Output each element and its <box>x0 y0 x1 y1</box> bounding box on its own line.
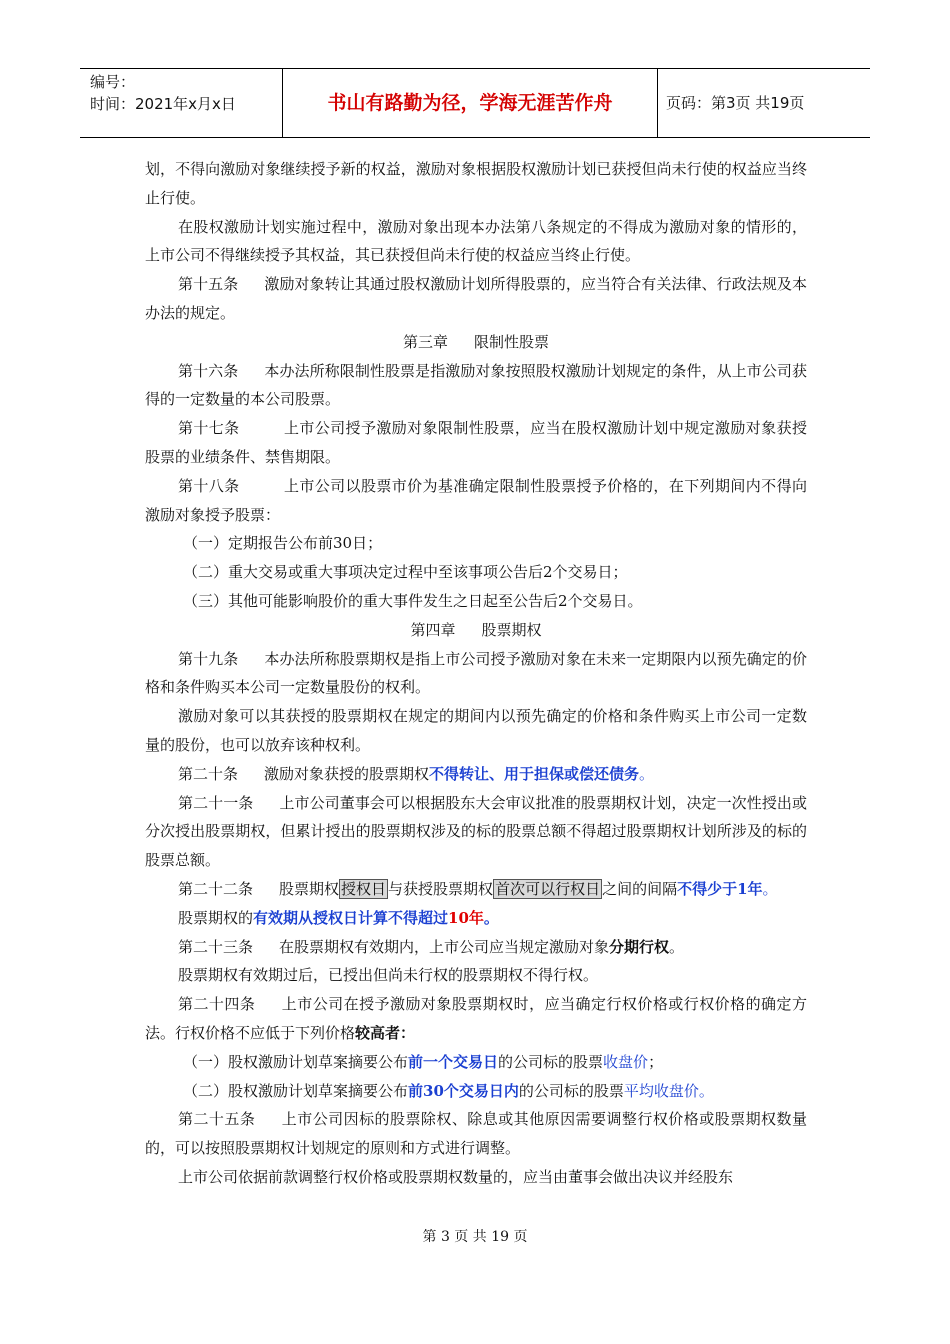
article-22: 第二十二条 股票期权 授权日 与获授股票期权 首次可以行权日 之间的间隔不得少于1年。 <box>178 879 778 898</box>
chapter-4-heading: 第四章 股票期权 <box>410 620 542 639</box>
list-item: （二）股权激励计划草案摘要公布前30个交易日内的公司标的股票平均收盘价。 <box>183 1081 714 1100</box>
article-number: 第十八条 <box>178 476 240 495</box>
header-page-info: 页码：第3页 共19页 <box>666 94 805 112</box>
article-number: 第二十一条 <box>178 793 254 812</box>
paragraph: 在股权激励计划实施过程中，激励对象出现本办法第八条规定的不得成为激励对象的情形的，上市公司不得继续授予其权益，其已获授但尚未行使的权益应当终止行使。 <box>145 217 807 265</box>
article-16: 第十六条 本办法所称限制性股票是指激励对象按照股权激励计划规定的条件，从上市公司获得的一定数量的本公司股票。 <box>145 361 807 409</box>
paragraph: 股票期权有效期过后，已授出但尚未行权的股票期权不得行权。 <box>178 966 599 985</box>
article-21: 第二十一条 上市公司董事会可以根据股东大会审议批准的股票期权计划，决定一次性授出或分次授出股票期权，但累计授出的股票期权涉及的标的股票总额不得超过股票期权计划所涉及的标的股票总额。 <box>145 793 807 870</box>
article-20: 第二十条 激励对象获授的股票期权不得转让、用于担保或偿还债务。 <box>178 764 655 783</box>
highlight-text: 10年 <box>448 908 484 927</box>
paragraph: 划，不得向激励对象继续授予新的权益，激励对象根据股权激励计划已获授但尚未行使的权益应当终止行使。 <box>145 160 807 207</box>
highlight-text: 前一个交易日 <box>408 1052 499 1071</box>
article-number: 第十七条 <box>178 419 240 438</box>
article-number: 第十九条 <box>178 649 239 668</box>
document-body <box>145 155 807 1192</box>
page-footer: 第 3 页 共 19 页 <box>422 1229 528 1245</box>
list-item: （一）定期报告公布前30日； <box>183 534 383 553</box>
article-number: 第二十四条 <box>178 995 256 1014</box>
document-time: 时间：2021年x月x日 <box>90 95 236 113</box>
paragraph: 激励对象可以其获授的股票期权在规定的期间内以预先确定的价格和条件购买上市公司一定数量的股份，也可以放弃该种权利。 <box>145 707 807 754</box>
highlight-text: 平均收盘价。 <box>623 1081 714 1100</box>
article-number: 第十六条 <box>178 361 239 380</box>
list-item: （三）其他可能影响股价的重大事件发生之日起至公告后2个交易日。 <box>183 591 643 610</box>
article-17: 第十七条 上市公司授予激励对象限制性股票，应当在股权激励计划中规定激励对象获授股票的业绩条件、禁售期限。 <box>145 419 807 466</box>
highlight-text: 不得少于1年 <box>677 879 763 898</box>
chapter-3-heading: 第三章 限制性股票 <box>402 332 550 351</box>
highlight-text: 有效期从授权日计算不得超过 <box>253 908 449 927</box>
paragraph: 股票期权的有效期从授权日计算不得超过10年。 <box>178 908 499 927</box>
article-number: 第二十三条 <box>178 937 254 956</box>
article-24: 第二十四条 上市公司在授予激励对象股票期权时，应当确定行权价格或行权价格的确定方法。行权价格不应低于下列价格较高者： <box>145 995 807 1042</box>
article-number: 第二十二条 <box>178 879 254 898</box>
paragraph: 上市公司依据前款调整行权价格或股票期权数量的，应当由董事会做出决议并经股东 <box>178 1167 734 1186</box>
article-number: 第十五条 <box>178 275 239 294</box>
article-19: 第十九条 本办法所称股票期权是指上市公司授予激励对象在未来一定期限内以预先确定的价格和条件购买本公司一定数量股份的权利。 <box>145 649 807 697</box>
highlight-text: 不得转让、用于担保或偿还债务 <box>429 764 640 783</box>
article-23: 第二十三条 在股票期权有效期内，上市公司应当规定激励对象分期行权。 <box>178 937 685 956</box>
article-18: 第十八条 上市公司以股票市价为基准确定限制性股票授予价格的，在下列期间内不得向激励对象授予股票： <box>145 476 807 524</box>
bold-text: 分期行权 <box>609 937 670 956</box>
boxed-term: 授权日 <box>341 879 387 898</box>
page-header <box>80 68 870 138</box>
bold-text: 较高者： <box>355 1023 416 1042</box>
header-meta <box>80 69 282 137</box>
article-15: 第十五条 激励对象转让其通过股权激励计划所得股票的，应当符合有关法律、行政法规及本办法的规定。 <box>145 275 807 322</box>
highlight-text: 收盘价 <box>603 1052 649 1071</box>
article-number: 第二十五条 <box>178 1110 256 1129</box>
article-25: 第二十五条 上市公司因标的股票除权、除息或其他原因需要调整行权价格或股票期权数量的，可以按照股票期权计划规定的原则和方式进行调整。 <box>145 1110 807 1158</box>
article-number: 第二十条 <box>178 764 239 783</box>
list-item: （一）股权激励计划草案摘要公布前一个交易日的公司标的股票收盘价； <box>183 1052 664 1071</box>
list-item: （二）重大交易或重大事项决定过程中至该事项公告后2个交易日； <box>183 563 628 582</box>
document-number: 编号： <box>90 73 136 91</box>
highlight-text: 前30个交易日内 <box>408 1081 519 1100</box>
header-motto: 书山有路勤为径，学海无涯苦作舟 <box>282 69 658 137</box>
boxed-term: 首次可以行权日 <box>495 879 601 898</box>
